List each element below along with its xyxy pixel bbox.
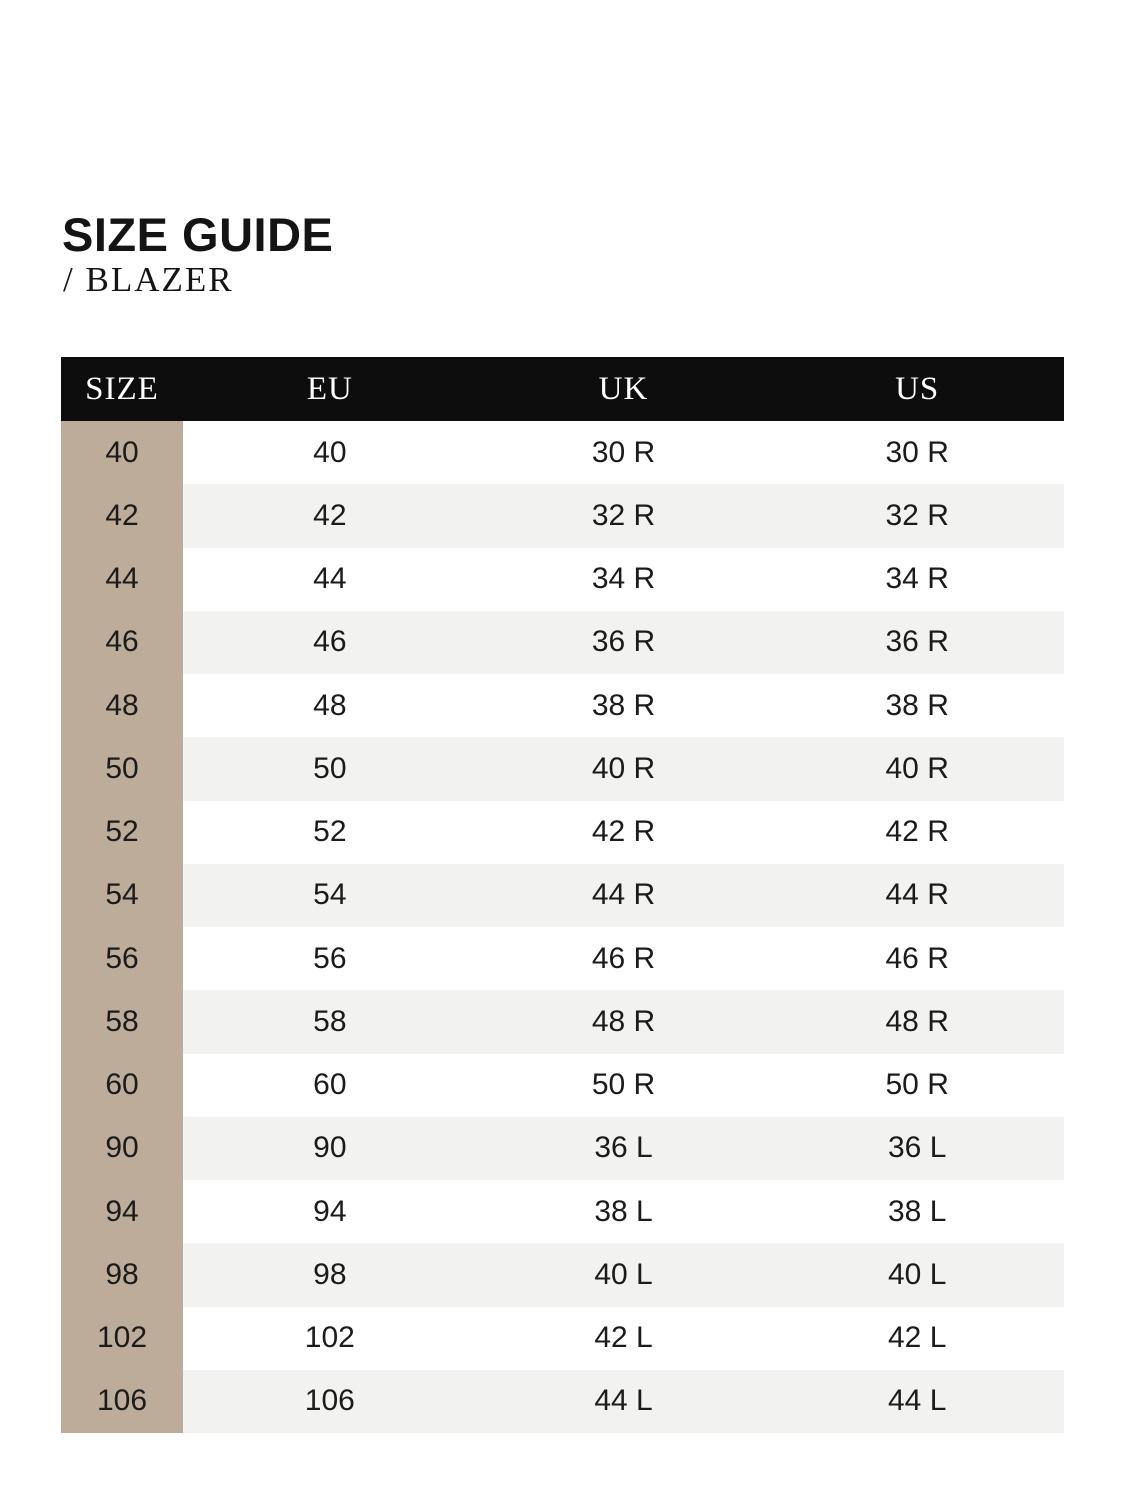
table-cell: 56 (313, 941, 347, 975)
size-cell: 98 (61, 1243, 183, 1306)
size-cell: 44 (61, 548, 183, 611)
size-cell: 42 (61, 484, 183, 547)
size-cell: 48 (61, 674, 183, 737)
table-row (61, 1054, 1064, 1117)
table-cell: 40 R (477, 737, 771, 800)
size-table (61, 357, 1064, 1433)
table-cell: 90 (183, 1117, 477, 1180)
table-row (61, 864, 1064, 927)
size-cell: 56 (61, 927, 183, 990)
table-cell: 50 (183, 737, 477, 800)
size-cell: 90 (61, 1117, 183, 1180)
table-cell: 44 R (770, 864, 1064, 927)
size-cell: 52 (61, 801, 183, 864)
table-cell: 40 (313, 435, 347, 469)
size-cell: 40 (61, 421, 183, 484)
table-row (61, 674, 1064, 737)
size-cell: 54 (61, 864, 183, 927)
table-cell: 54 (183, 864, 477, 927)
table-row (61, 484, 1064, 547)
size-cell: 102 (61, 1307, 183, 1370)
table-row (61, 927, 1064, 990)
table-cell: 36 R (477, 611, 771, 674)
table-cell: 36 L (477, 1117, 771, 1180)
table-cell: 42 L (594, 1321, 653, 1355)
table-cell: 46 (183, 611, 477, 674)
table-cell: 48 R (477, 990, 771, 1053)
table-cell: 46 R (885, 941, 949, 975)
table-cell: 36 R (770, 611, 1064, 674)
size-table-header-row (61, 357, 1064, 421)
column-header-us: US (895, 370, 940, 407)
table-cell: 32 R (477, 484, 771, 547)
table-cell: 40 L (770, 1243, 1064, 1306)
size-cell: 46 (61, 611, 183, 674)
table-cell: 48 R (770, 990, 1064, 1053)
table-cell: 52 (313, 815, 347, 849)
table-row (61, 990, 1064, 1053)
table-cell: 44 (313, 562, 347, 596)
table-row (61, 548, 1064, 611)
table-cell: 42 R (591, 815, 656, 849)
table-cell: 32 R (770, 484, 1064, 547)
column-header-eu: EU (306, 370, 353, 407)
table-cell: 34 R (885, 562, 949, 596)
table-cell: 44 L (770, 1370, 1064, 1433)
table-cell: 42 R (885, 815, 949, 849)
table-cell: 38 R (885, 688, 949, 722)
table-cell: 30 R (885, 435, 949, 469)
table-cell: 50 R (885, 1068, 949, 1102)
table-row (61, 1307, 1064, 1370)
table-cell: 58 (183, 990, 477, 1053)
table-cell: 50 R (591, 1068, 656, 1102)
table-row (61, 801, 1064, 864)
table-cell: 38 R (591, 688, 656, 722)
table-cell: 38 L (887, 1194, 947, 1228)
table-row (61, 1243, 1064, 1306)
page-title: SIZE GUIDE (62, 208, 334, 261)
table-cell: 36 L (770, 1117, 1064, 1180)
table-row (61, 421, 1064, 484)
size-cell: 106 (61, 1370, 183, 1433)
column-header-size: SIZE (85, 370, 159, 407)
size-table-body (61, 421, 1064, 1433)
table-cell: 34 R (591, 562, 656, 596)
table-cell: 40 R (770, 737, 1064, 800)
table-cell: 106 (183, 1370, 477, 1433)
table-cell: 60 (313, 1068, 347, 1102)
table-cell: 40 L (477, 1243, 771, 1306)
table-cell: 44 R (477, 864, 771, 927)
table-cell: 42 L (887, 1321, 947, 1355)
size-cell: 50 (61, 737, 183, 800)
table-row (61, 737, 1064, 800)
table-row (61, 1180, 1064, 1243)
table-row (61, 1117, 1064, 1180)
size-cell: 94 (61, 1180, 183, 1243)
table-cell: 98 (183, 1243, 477, 1306)
table-cell: 46 R (591, 941, 656, 975)
table-cell: 42 (183, 484, 477, 547)
table-cell: 48 (313, 688, 347, 722)
table-row (61, 611, 1064, 674)
table-cell: 38 L (594, 1194, 653, 1228)
table-row (61, 1370, 1064, 1433)
table-cell: 44 L (477, 1370, 771, 1433)
size-cell: 60 (61, 1054, 183, 1117)
page-subtitle: / BLAZER (63, 260, 234, 299)
column-header-uk: UK (598, 370, 649, 407)
table-cell: 102 (304, 1321, 355, 1355)
table-cell: 94 (313, 1194, 347, 1228)
size-cell: 58 (61, 990, 183, 1053)
table-cell: 30 R (591, 435, 656, 469)
